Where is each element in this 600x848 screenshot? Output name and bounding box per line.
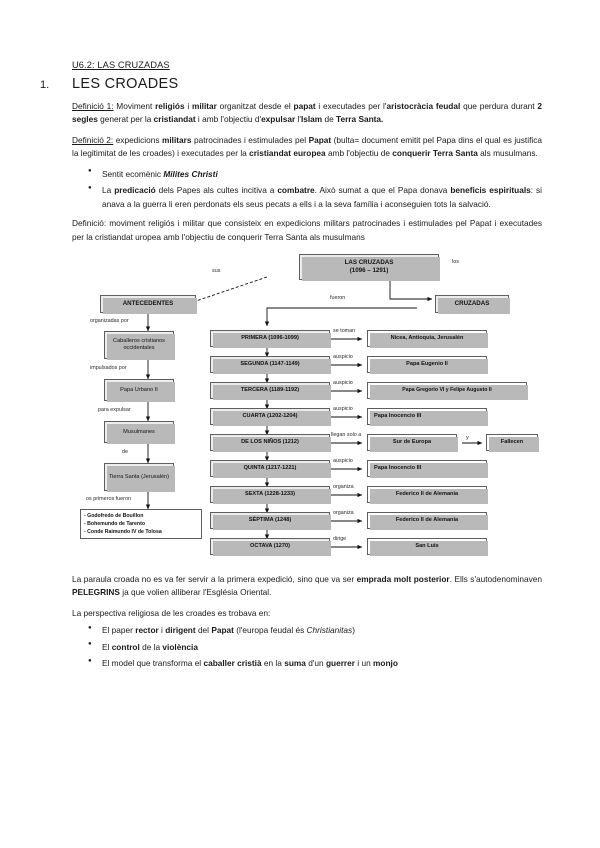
list-item [102, 624, 542, 637]
node-result-federico-ii-6 [367, 486, 487, 503]
crusade-label: SEGUNDA (1147-1149) [240, 361, 300, 368]
cb3-bold-1: caballer cristià [203, 658, 262, 669]
node-crusade-de-los-ninos [210, 434, 330, 451]
connector-label-auspicio-3: auspicio [333, 379, 353, 386]
closing-bullet-list [40, 624, 542, 670]
cb2-text-2: de la [139, 641, 163, 652]
definition-2-text-3: (bulta= document emitit pel Papa dins el qual es justifica la legitimitat de les croades) i executades per la [72, 134, 542, 159]
result-label: San Luis [415, 543, 439, 550]
cb3-bold-4: monjo [373, 658, 398, 669]
definition-2-text-4: amb l'objectiu de [325, 148, 393, 159]
node-musulmanes [104, 421, 174, 443]
definition-2-paragraph [72, 134, 542, 161]
cb1-bold-1: rector [135, 625, 159, 636]
closing-text-1: La paraula croada no es va fer servir a la primera expedició, sino que va ser [72, 573, 357, 584]
cb1-text-4: (l'europa feudal és [233, 625, 307, 636]
definition-1-bold-8: Islam [300, 114, 323, 125]
connector-label-para-expulsar: para expulsar [98, 406, 131, 413]
cb1-bold-3: Papat [211, 625, 234, 636]
cb2-bold-1: control [111, 641, 140, 652]
crusade-label: DE LOS NIÑOS (1212) [241, 439, 299, 446]
node-crusade-tercera [210, 382, 330, 399]
definition-2-text-5: als musulmans. [477, 148, 538, 159]
result-label: Federico II de Alemania [395, 517, 459, 524]
definition-3-paragraph: Definició: moviment religiós i militar que consisteix en expedicions militars patrocinades i estimulades pel Papat i executades per la cristiandat uropea amb l'objectiu de conquerir Terra Santa als musulmans [72, 218, 542, 242]
result-label: Papa Eugenio II [406, 361, 448, 368]
list-item [102, 184, 542, 211]
connector-label-organizadas-por: organizadas por [90, 317, 129, 324]
section-heading [40, 76, 542, 92]
bullet-2-bold-1: predicació [114, 185, 156, 196]
node-crusade-sexta [210, 486, 330, 503]
definition-1-text-1: Moviment [113, 101, 156, 111]
node-result-papa-inocencio-iii-5 [367, 460, 487, 477]
definition-2-label: Definició 2: [72, 134, 114, 145]
node-crusade-quinta [210, 460, 330, 477]
result-label: Federico II de Alemania [395, 491, 459, 498]
node-crusade-octava [210, 538, 330, 555]
definition-2-bold-1: militars [161, 134, 192, 145]
connector-label-auspicio-5: auspicio [333, 457, 353, 464]
cb1-bold-2: dirigent [165, 625, 196, 636]
list-item [102, 168, 542, 181]
cb1-text-2: i [158, 625, 166, 636]
cb3-text-4: i un [355, 658, 373, 669]
node-result-papa-gregorio-vi [367, 382, 527, 399]
definition-1-bold-2: militar [191, 101, 217, 111]
definition-2-bullet-list [40, 168, 542, 211]
list-item [102, 641, 542, 654]
list-item: - Conde Raimundo IV de Tolosa [84, 529, 162, 536]
crusade-label: SEXTA (1228-1233) [244, 491, 296, 498]
section-number: 1. [40, 79, 50, 91]
connector-label-sus: sus [212, 267, 221, 274]
result-label: Papa Inocencio III [374, 413, 422, 420]
node-musulmanes-label: Musulmanes [123, 428, 155, 435]
node-result-nicea-antioquia-jerusalen [367, 330, 487, 347]
result-label: Nicea, Antioquia, Jerusalén [390, 335, 464, 342]
node-result-papa-inocencio-iii-4 [367, 408, 487, 425]
definition-1-text-4: i executades per l' [315, 101, 387, 111]
document-title: U6.2: LAS CRUZADAS [72, 60, 170, 70]
definition-2-text-2: patrocinades i estimulades pel [191, 134, 309, 145]
node-crusade-cuarta [210, 408, 330, 425]
node-result-papa-eugenio-ii [367, 356, 487, 373]
list-item: - Bohemundo de Tarento [84, 521, 145, 527]
connector-label-auspicio-2: auspicio [333, 353, 353, 360]
closing-text-2: . Ells s'autodenominaven [449, 573, 542, 584]
closing-intro: La perspectiva religiosa de les croades es trobava en: [72, 607, 271, 618]
definition-1-text-8: l' [295, 114, 301, 125]
node-fallecen [486, 434, 538, 451]
definition-1-bold-4: aristocràcia feudal [386, 101, 461, 111]
definition-1-text-5: que perdura durant [460, 101, 538, 111]
cb2-text-1: El [102, 641, 112, 652]
node-las-cruzadas-line2: (1096 – 1291) [349, 266, 389, 274]
node-cruzadas [435, 295, 509, 313]
node-caballeros-label: Caballeros cristianos occidentales [113, 338, 165, 351]
connector-label-organiza-7: organiza [333, 509, 354, 516]
definition-1-text-6: generat per la [97, 114, 154, 125]
bullet-1-italic-1: Milites Christi [163, 168, 218, 179]
node-tierra-santa [104, 463, 174, 491]
crusade-label: PRIMERA (1096-1099) [241, 335, 299, 342]
definition-1-bold-6: cristiandat [153, 114, 196, 125]
cb1-italic-1: Christianitas [306, 625, 353, 636]
closing-bold-1: emprada molt posterior [356, 573, 450, 584]
crusade-label: OCTAVA (1270) [250, 543, 290, 550]
cb3-bold-2: suma [284, 658, 306, 669]
definition-1-bold-1: religiós [155, 101, 185, 111]
bullet-2-text-3: . Això sumat a que el Papa donava [314, 185, 451, 196]
node-result-federico-ii-7 [367, 512, 487, 529]
definition-1-text-3: organitzat desde el [216, 101, 294, 111]
node-las-cruzadas [299, 254, 439, 280]
section-title: LES CROADES [72, 76, 179, 92]
bullet-1-text-1: Sentit ecomènic [102, 168, 164, 179]
list-item [102, 657, 542, 670]
list-item: - Godofredo de Bouillon [84, 512, 144, 519]
connector-label-fueron: fueron [330, 294, 346, 301]
definition-2-text-1: expedicions [113, 134, 162, 145]
cb1-text-3: del [195, 625, 212, 636]
connector-label-os-primeros-fueron: os primeros fueron [86, 495, 131, 502]
definition-1-bold-3: papat [293, 101, 316, 111]
cb3-text-2: en la [261, 658, 285, 669]
node-crusade-primera [210, 330, 330, 347]
cb2-bold-2: violència [162, 641, 198, 652]
node-caballeros-cristianos-occidentales [104, 331, 174, 359]
definition-2-bold-3: cristiandat europea [249, 148, 326, 159]
node-primeros-lideres-list [80, 509, 202, 539]
definition-1-label: Definició 1: [72, 101, 114, 111]
cb3-bold-3: guerrer [325, 658, 355, 669]
node-crusade-septima [210, 512, 330, 529]
cb1-text-5: ) [352, 625, 355, 636]
definition-1-bold-5: 2 segles [72, 101, 543, 125]
node-crusade-segunda [210, 356, 330, 373]
fallecen-label: Fallecen [500, 439, 524, 446]
closing-text-3: ja que volien alliberar l'Església Oriental. [119, 587, 272, 598]
node-papa-urbano-label: Papa Urbano II [120, 386, 158, 393]
node-las-cruzadas-line1: LAS CRUZADAS [344, 259, 394, 267]
crusades-concept-map [62, 251, 552, 569]
definition-2-bold-2: Papat [308, 134, 332, 145]
definition-2-bold-4: conquerir Terra Santa [392, 148, 478, 159]
connector-label-los: los [452, 258, 459, 265]
connector-label-dirige: dirige [333, 535, 347, 542]
node-papa-urbano-ii [104, 379, 174, 401]
definition-1-bold-7: expulsar [261, 114, 296, 125]
bullet-2-bold-3: beneficis espirituals [450, 185, 531, 196]
bullet-2-text-2: dels Papes als cultes incitiva a [155, 185, 278, 196]
crusade-label: QUINTA (1217-1221) [243, 465, 297, 472]
closing-bold-2: PELEGRINS [72, 587, 120, 598]
bullet-2-text-4: : si anava a la guerra li eren perdonats els seus pecats a ells i a la seva família i aconseguien tots la salvació. [102, 185, 542, 209]
node-antecedentes-label: ANTECEDENTES [122, 300, 174, 308]
closing-paragraph [72, 573, 542, 600]
cb3-text-1: El model que transforma el [102, 658, 204, 669]
node-tierra-santa-label: Tierra Santa (Jerusalén) [108, 473, 170, 480]
connector-label-y: y [466, 434, 469, 441]
crusade-label: TERCERA (1189-1192) [240, 387, 300, 394]
result-label: Papa Gregorio VI y Felipe Augusto II [402, 387, 492, 394]
connector-label-de: de [122, 448, 128, 455]
crusade-label: SÉPTIMA (1248) [248, 517, 292, 524]
node-result-sur-de-europa [367, 434, 457, 451]
result-label: Papa Inocencio III [374, 465, 422, 472]
cb1-text-1: El paper [102, 625, 136, 636]
bullet-2-bold-2: combatre [277, 185, 315, 196]
connector-label-se-toman: se toman [333, 327, 356, 334]
node-antecedentes [100, 295, 196, 313]
definition-1-paragraph [72, 100, 542, 127]
connector-label-impulsados-por: impulsados por [90, 364, 127, 371]
connector-label-auspicio-4: auspicio [333, 405, 353, 412]
result-label: Sur de Europa [392, 439, 432, 446]
connector-label-llegan-solo-a: llegan solo a [331, 431, 362, 438]
bullet-2-text-1: La [102, 185, 115, 196]
cb3-text-3: d'un [305, 658, 326, 669]
definition-1-text-2: i [184, 101, 192, 111]
definition-1-text-9: de [322, 114, 336, 125]
connector-label-organiza-6: organiza [333, 483, 354, 490]
node-cruzadas-label: CRUZADAS [454, 300, 490, 308]
definition-1-text-7: i amb l'objectiu d' [195, 114, 262, 125]
crusade-label: CUARTA (1202-1204) [242, 413, 298, 420]
node-result-san-luis [367, 538, 487, 555]
definition-1-bold-9: Terra Santa. [336, 114, 384, 125]
